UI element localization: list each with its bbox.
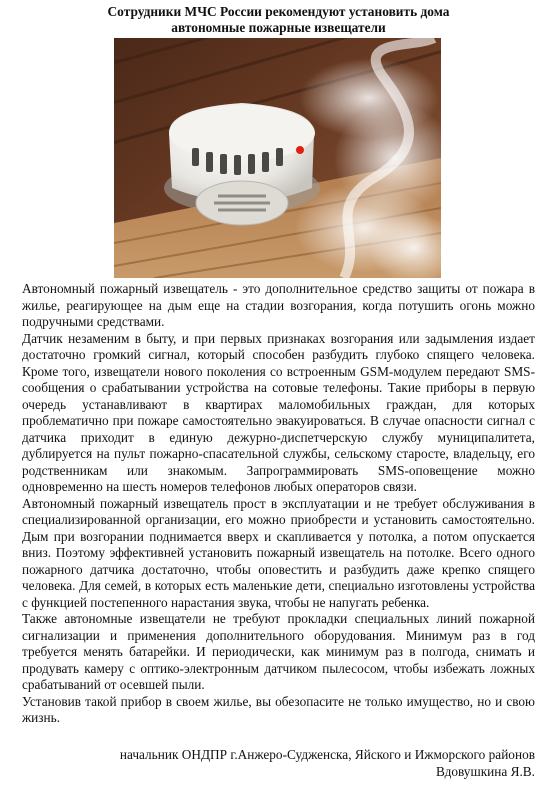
paragraph-3: Автономный пожарный извещатель прост в эксплуатации и не требует обслуживания в специализированной организации, его можно приобрести и установить самостоятельно. Дым при возгорании поднимается вверх и скапливается у потолка, а потом опускается вниз. Поэтому эффективней установить пожарный извещатель на потолке. Всего одного пожарного датчика достаточно, чтобы оповестить и разбудить даже крепко спящего человека. Для семей, в которых есть маленькие дети, специально изготовлены устройства с функцией постепенного нарастания звука, чтобы не напугать ребенка. bbox=[22, 495, 535, 610]
paragraph-5: Установив такой прибор в своем жилье, вы обезопасите не только имущество, но и свою жизнь. bbox=[22, 693, 535, 725]
document-title bbox=[30, 4, 527, 36]
title-line-2: автономные пожарные извещатели bbox=[171, 20, 386, 35]
signature-name: Вдовушкина Я.В. bbox=[436, 764, 535, 779]
led-indicator bbox=[296, 146, 304, 154]
paragraph-2: Датчик незаменим в быту, и при первых признаках возгорания или задымления издает достаточно громкий сигнал, который способен разбудить глубоко спящего человека. Кроме того, извещатели нового поколения со встроенным GSM-модулем передают SMS-сообщения о срабатывании устройства на сотовые телефоны. Такие приборы в первую очередь устанавливают в квартирах маломобильных граждан, для которых проблематично при пожаре самостоятельно эвакуироваться. В случае опасности сигнал с датчика приходит в единую дежурно-диспетчерскую службу муниципалитета, дублируется на пульт пожарно-спасательной службы, сельскому старосте, владельцу, его родственникам или знакомым. Запрограммировать SMS-оповещение можно одновременно на шесть номеров телефонов любых операторов связи. bbox=[22, 330, 535, 494]
article-body bbox=[22, 281, 535, 727]
smoke-detector-photo bbox=[114, 38, 441, 278]
signature-position: начальник ОНДПР г.Анжеро-Судженска, Яйского и Ижморского районов bbox=[119, 747, 535, 762]
paragraph-4: Также автономные извещатели не требуют прокладки специальных линий пожарной сигнализации и применения дополнительного оборудования. Минимум раз в год требуется менять батарейки. И периодически, как минимум раз в полгода, снимать и продувать камеру с оптико-электронным датчиком пылесосом, чтобы избежать ложных срабатываний от осевшей пыли. bbox=[22, 611, 535, 692]
paragraph-1: Автономный пожарный извещатель - это дополнительное средство защиты от пожара в жилье, реагирующее на дым еще на стадии возгорания, когда потушить огонь можно подручными средствами. bbox=[22, 281, 535, 329]
title-line-1: Сотрудники МЧС России рекомендуют установить дома bbox=[107, 4, 450, 19]
